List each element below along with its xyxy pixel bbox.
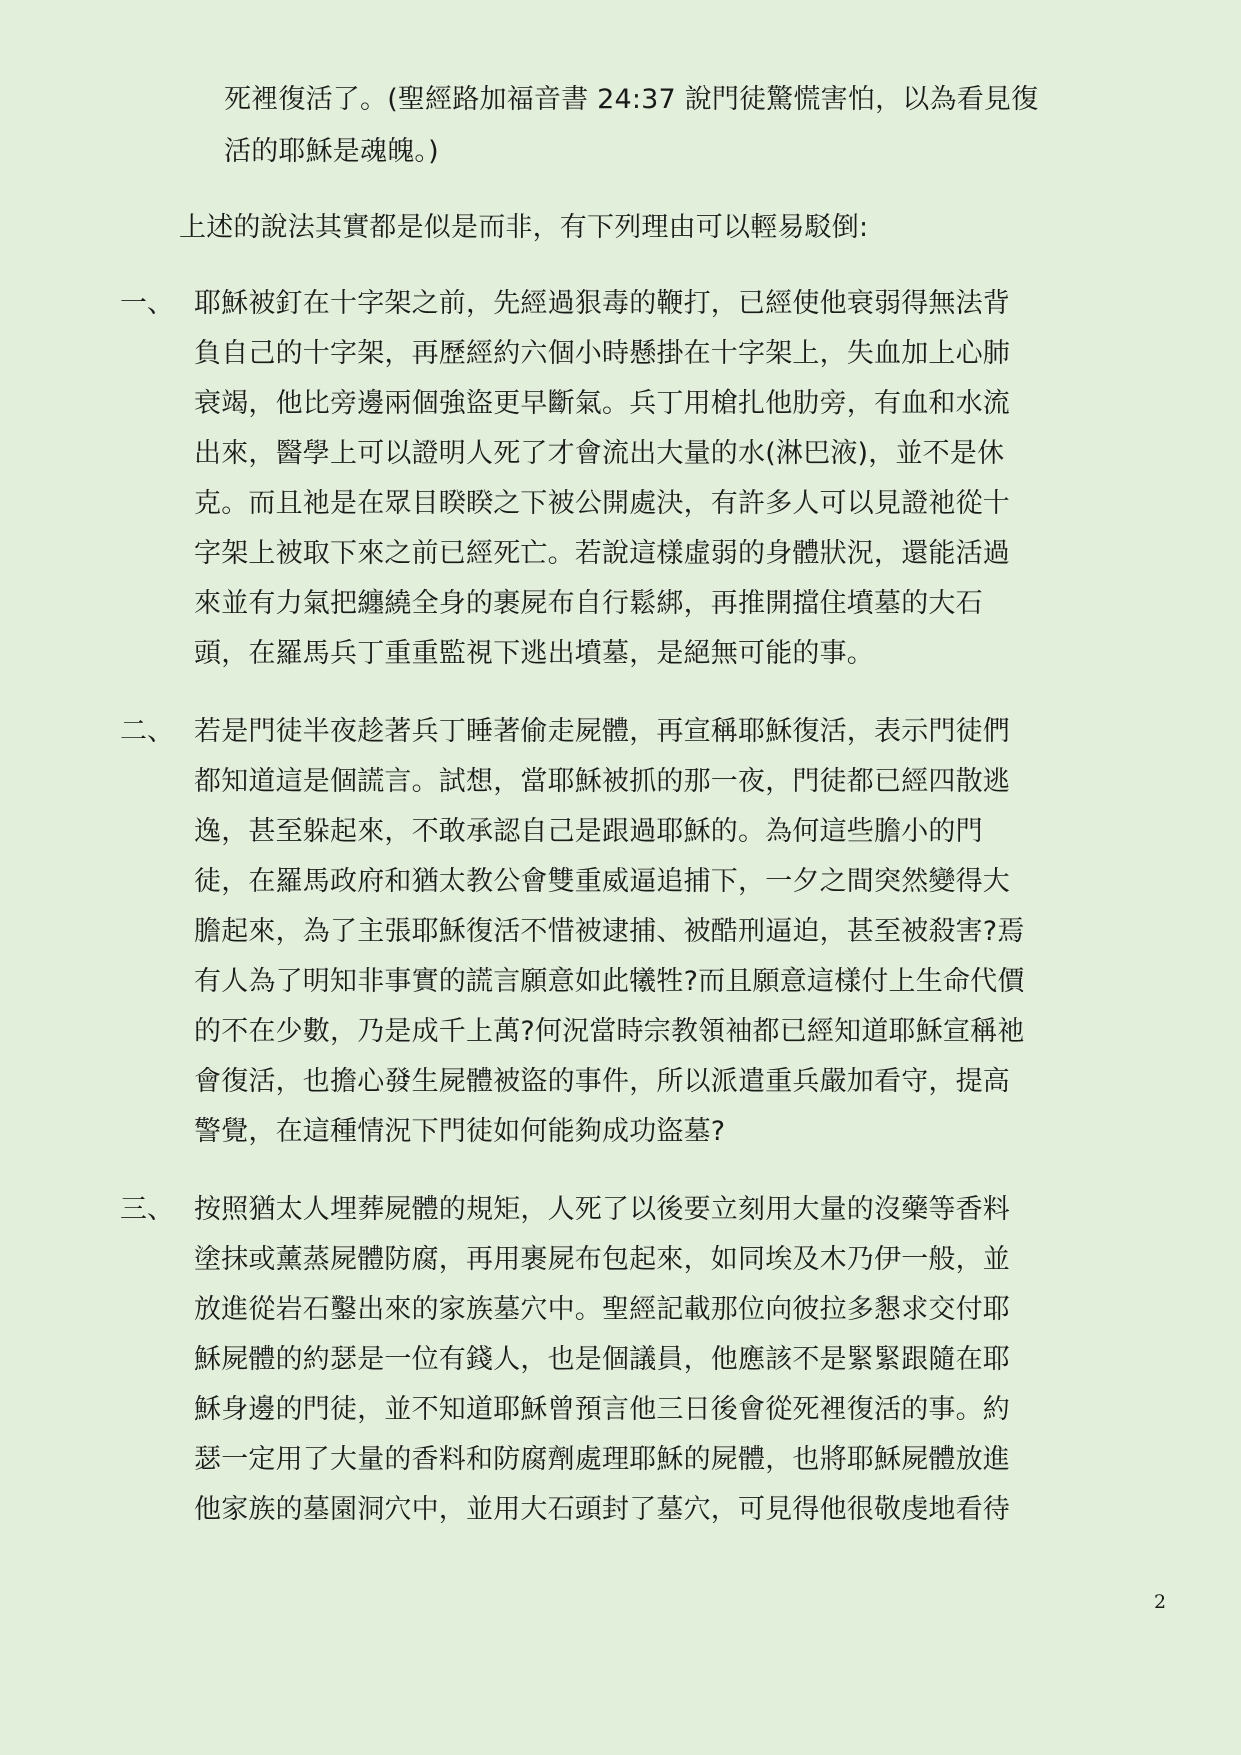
list-item-line: 有人為了明知非事實的謊言願意如此犧牲?而且願意這樣付上生命代價 [194,966,1025,997]
list-item-line: 頭，在羅馬兵丁重重監視下逃出墳墓，是絕無可能的事。 [194,638,874,669]
list-item-line: 字架上被取下來之前已經死亡。若說這樣虛弱的身體狀況，還能活過 [194,538,1010,569]
list-marker: 三、 [120,1194,174,1225]
list-item-line: 警覺，在這種情況下門徒如何能夠成功盜墓? [194,1116,726,1147]
list-item-line: 塗抹或薰蒸屍體防腐，再用裹屍布包起來，如同埃及木乃伊一般，並 [194,1244,1010,1275]
continuation-line: 活的耶穌是魂魄。) [224,136,439,167]
intro-paragraph: 上述的說法其實都是似是而非，有下列理由可以輕易駁倒: [179,212,869,243]
list-item-line: 負自己的十字架，再歷經約六個小時懸掛在十字架上，失血加上心肺 [194,338,1010,369]
list-item-line: 逸，甚至躲起來，不敢承認自己是跟過耶穌的。為何這些膽小的門 [194,816,983,847]
list-marker: 二、 [120,716,174,747]
list-item-line: 膽起來，為了主張耶穌復活不惜被逮捕、被酷刑逼迫，甚至被殺害?焉 [194,916,1025,947]
list-item-line: 按照猶太人埋葬屍體的規矩，人死了以後要立刻用大量的沒藥等香料 [194,1194,1010,1225]
list-item-line: 克。而且祂是在眾目睽睽之下被公開處決，有許多人可以見證祂從十 [194,488,1010,519]
list-item-line: 穌身邊的門徒，並不知道耶穌曾預言他三日後會從死裡復活的事。約 [194,1394,1010,1425]
list-item-line: 出來，醫學上可以證明人死了才會流出大量的水(淋巴液)，並不是休 [194,438,1005,469]
list-item-line: 穌屍體的約瑟是一位有錢人，也是個議員，他應該不是緊緊跟隨在耶 [194,1344,1010,1375]
list-item-line: 他家族的墓園洞穴中，並用大石頭封了墓穴，可見得他很敬虔地看待 [194,1494,1010,1525]
list-marker: 一、 [120,288,174,319]
list-item-line: 的不在少數，乃是成千上萬?何況當時宗教領袖都已經知道耶穌宣稱祂 [194,1016,1025,1047]
list-item-line: 瑟一定用了大量的香料和防腐劑處理耶穌的屍體，也將耶穌屍體放進 [194,1444,1010,1475]
list-item-line: 若是門徒半夜趁著兵丁睡著偷走屍體，再宣稱耶穌復活，表示門徒們 [194,716,1010,747]
list-item-line: 放進從岩石鑿出來的家族墓穴中。聖經記載那位向彼拉多懇求交付耶 [194,1294,1010,1325]
list-item-line: 衰竭，他比旁邊兩個強盜更早斷氣。兵丁用槍扎他肋旁，有血和水流 [194,388,1010,419]
list-item-line: 來並有力氣把纏繞全身的裹屍布自行鬆綁，再推開擋住墳墓的大石 [194,588,983,619]
list-item-line: 會復活，也擔心發生屍體被盜的事件，所以派遣重兵嚴加看守，提高 [194,1066,1010,1097]
page-number: 2 [1154,1591,1167,1613]
list-item-line: 耶穌被釘在十字架之前，先經過狠毒的鞭打，已經使他衰弱得無法背 [194,288,1010,319]
list-item-line: 都知道這是個謊言。試想，當耶穌被抓的那一夜，門徒都已經四散逃 [194,766,1010,797]
continuation-line: 死裡復活了。(聖經路加福音書 24:37 說門徒驚慌害怕，以為看見復 [224,84,1039,115]
list-item-line: 徒，在羅馬政府和猶太教公會雙重威逼追捕下，一夕之間突然變得大 [194,866,1010,897]
